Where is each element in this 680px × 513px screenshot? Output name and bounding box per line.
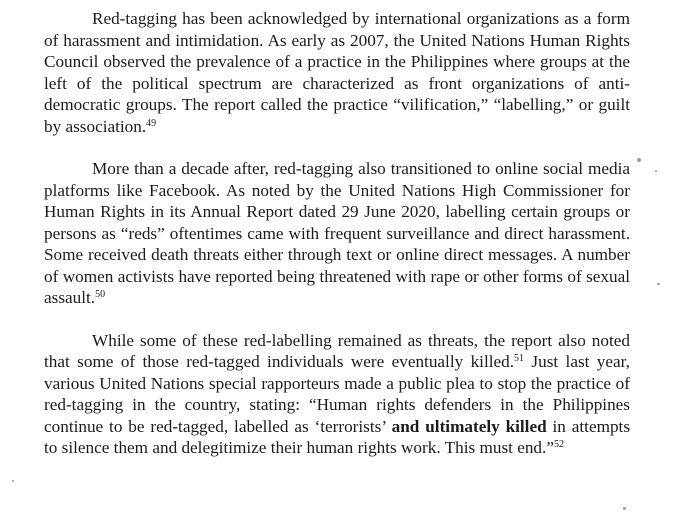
scan-speck bbox=[12, 480, 14, 482]
paragraph-3-text-b: Just last year, various United Nations special rapporteurs made a public plea to stop the practice of red-tagging in the country, stating: “Human rights defenders in the Philippines continue to be red-tagged, labelled as ‘terrorists’ bbox=[44, 352, 630, 436]
scan-speck bbox=[657, 283, 660, 285]
paragraph-3 bbox=[44, 330, 630, 459]
paragraph-1-text: Red-tagging has been acknowledged by international organizations as a form of harassment and intimidation. As early as 2007, the United Nations Human Rights Council observed the prevalence of a practice in the Philippines where groups at the left of the political spectrum are characterized as front organizations of anti-democratic groups. The report called the practice “vilification,” “labelling,” or guilt by association. bbox=[44, 9, 630, 136]
scan-speck bbox=[655, 170, 657, 172]
footnote-ref-51: 51 bbox=[514, 353, 525, 364]
footnote-ref-52: 52 bbox=[553, 439, 564, 450]
paragraph-3-text-a: While some of these red-labelling remained as threats, the report also noted that some of those red-tagged individuals were eventually killed. bbox=[44, 330, 630, 371]
footnote-ref-49: 49 bbox=[146, 117, 157, 129]
scan-speck bbox=[637, 158, 641, 162]
emphasis-ultimately-killed: and ultimately killed bbox=[391, 416, 547, 436]
document-page bbox=[44, 8, 630, 459]
paragraph-2 bbox=[44, 158, 630, 309]
paragraph-1 bbox=[44, 8, 630, 137]
paragraph-2-text: More than a decade after, red-tagging also transitioned to online social media platforms like Facebook. As noted by the United Nations High Commissioner for Human Rights in its Annual Report dated 29 June 2020, labelling certain groups or persons as “reds” oftentimes came with frequent surveillance and direct harassment. Some received death threats either through text or online direct messages. A number of women activists have reported being threatened with rape or other forms of sexual assault. bbox=[44, 159, 630, 307]
scan-speck bbox=[623, 507, 626, 510]
paragraph-3-text-c: in attempts to silence them and delegitimize their human rights work. This must end.” bbox=[44, 416, 631, 457]
footnote-ref-50: 50 bbox=[95, 289, 106, 300]
